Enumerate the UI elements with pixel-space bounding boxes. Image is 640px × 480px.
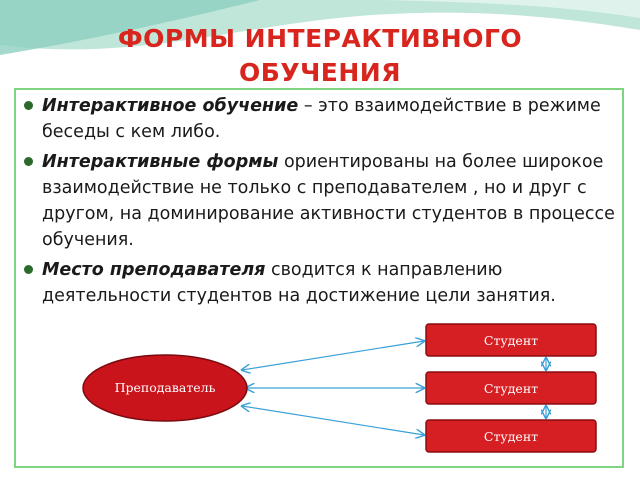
arrow-teacher-student-3	[242, 406, 424, 435]
bullet-text: ориентированы на более широкое взаимодействие не только с преподавателем , но и друг с другом, на доминирование активности студентов в процессе обучения.	[42, 152, 615, 250]
student-label: Студент	[483, 381, 539, 396]
bullet-term: Интерактивное обучение	[42, 96, 299, 116]
student-label: Студент	[483, 429, 539, 444]
teacher-label: Преподаватель	[114, 380, 216, 395]
title-line-2: ОБУЧЕНИЯ	[239, 58, 401, 87]
bullet-text: сводится к направлению деятельности студентов на достижение цели занятия.	[42, 260, 556, 306]
bullet-text: – это взаимодействие в режиме беседы с кем либо.	[42, 96, 601, 142]
arrow-teacher-student-1	[242, 341, 424, 370]
bullet-term: Место преподавателя	[42, 260, 266, 280]
title-line-1: ФОРМЫ ИНТЕРАКТИВНОГО	[117, 24, 523, 53]
bullet-term: Интерактивные формы	[42, 152, 279, 172]
student-label: Студент	[483, 333, 539, 348]
